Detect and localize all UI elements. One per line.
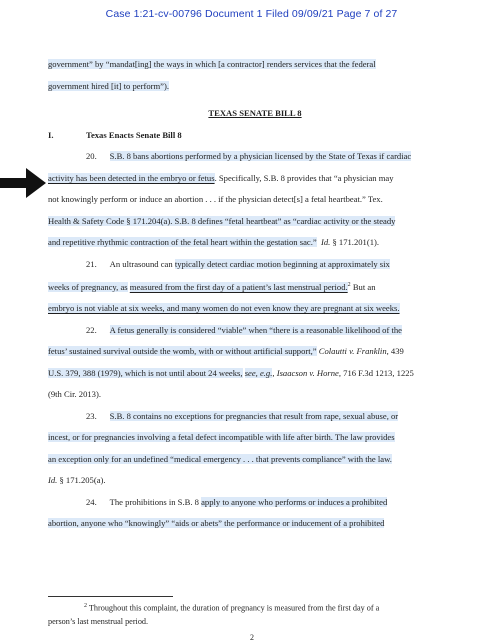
text-line: U.S. 379, 388 (1979), which is not until about 24 weeks, see, e.g., Isaacson v. Horne, 716 F.3d 1213, 1225 bbox=[48, 367, 414, 378]
paragraph-20: 20. S.B. 8 bans abortions performed by a physician licensed by the State of Texas if cardiac bbox=[86, 151, 412, 161]
paragraph-23: 23. S.B. 8 contains no exceptions for pregnancies that result from rape, sexual abuse, or bbox=[86, 410, 399, 421]
footnote-ref[interactable]: 2 bbox=[347, 282, 351, 288]
text-line: weeks of pregnancy, as measured from the first day of a patient’s last menstrual period.$^2$ But an bbox=[48, 281, 376, 292]
footnote: $^2$ Throughout this complaint, the duration of pregnancy is measured from the first day of a person’s last menstrual period. bbox=[48, 603, 380, 626]
page-number: 2 bbox=[250, 633, 254, 642]
text-line: Id. § 171.205(a). bbox=[48, 475, 106, 486]
footnote-divider bbox=[48, 596, 173, 597]
text-line: an exception only for an undefined “medical emergency . . . that prevents compliance” with the law. bbox=[48, 453, 392, 464]
text-line: incest, or for pregnancies involving a fetal defect incompatible with life after birth. The law provides bbox=[48, 432, 395, 443]
section-heading: TEXAS SENATE BILL 8 bbox=[208, 108, 302, 118]
text-line: and repetitive rhythmic contraction of the fetal heart within the gestation sac.” Id. § 171.201(1). bbox=[48, 237, 380, 247]
text-line: activity has been detected in the embryo or fetus. Specifically, S.B. 8 provides that “a physician may bbox=[48, 172, 394, 183]
paragraph-24: 24. The prohibitions in S.B. 8 apply to anyone who performs or induces a prohibited bbox=[86, 496, 388, 507]
text-line: Health & Safety Code § 171.204(a). S.B. 8 defines “fetal heartbeat” as “cardiac activity or the steady bbox=[48, 215, 396, 226]
document-body bbox=[48, 54, 462, 535]
paragraph-21: 21. An ultrasound can typically detect cardiac motion beginning at approximately six bbox=[86, 258, 390, 269]
subsection-heading: I. Texas Enacts Senate Bill 8 bbox=[48, 129, 182, 140]
text-line: abortion, anyone who “knowingly” “aids or abets” the performance or inducement of a prohibited bbox=[48, 518, 385, 529]
text-line: government hired [it] to perform”). bbox=[48, 80, 169, 91]
paragraph-22: 22. A fetus generally is considered “viable” when “there is a reasonable likelihood of the bbox=[86, 324, 402, 335]
text-line: not knowingly perform or induce an abortion . . . if the physician detect[s] a fetal heartbeat.” Tex. bbox=[48, 194, 383, 204]
text-line: embryo is not viable at six weeks, and many women do not even know they are pregnant at six weeks. bbox=[48, 303, 400, 314]
right-arrow-icon bbox=[0, 168, 46, 198]
text-line: (9th Cir. 2013). bbox=[48, 389, 101, 400]
text-line: government” by “mandat[ing] the ways in which [a contractor] renders services that the federal bbox=[48, 59, 376, 69]
text-line: fetus’ sustained survival outside the womb, with or without artificial support,” Colautti v. Franklin, 439 bbox=[48, 346, 404, 357]
case-header: Case 1:21-cv-00796 Document 1 Filed 09/09/21 Page 7 of 27 bbox=[105, 8, 398, 20]
